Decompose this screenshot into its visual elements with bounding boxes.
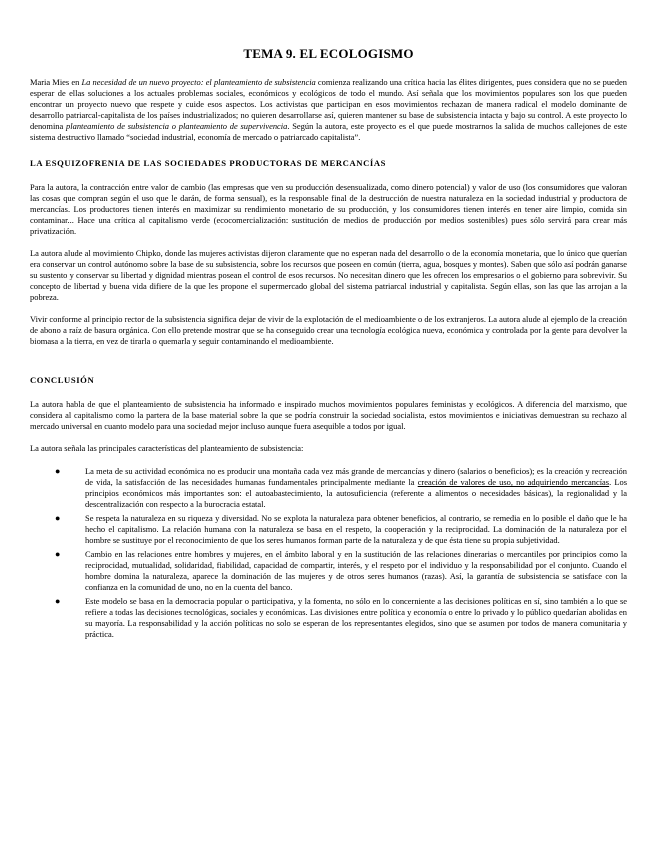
list-item-text: . Los principios económicos más importantes son: el autoabastecimiento, la autosuficiencia (referente a alimentos o necesidades básicas), la regionalidad y la descentralización con respecto a la burocracia estatal. (85, 477, 627, 509)
section-heading-esquizofrenia: LA ESQUIZOFRENIA DE LAS SOCIEDADES PRODUCTORAS DE MERCANCÍAS (30, 158, 387, 168)
section-heading-conclusion: CONCLUSIÓN (30, 375, 95, 385)
bullet-icon: ● (55, 596, 61, 606)
paragraph-subsistencia: Vivir conforme al principio rector de la subsistencia significa dejar de vivir de la explotación de el medioambiente o de los extranjeros. La autora alude al ejemplo de la creación de abono a raíz de basura orgánica. Con ello pretende mostrar que se ha conseguido crear una tecnología ecológica nueva, económica y controlada por la gente para devolver la biomasa a la tierra, en vez de tirarla o quemarla y seguir contaminando el medioambiente. (30, 314, 627, 346)
intro-text-1: Maria Mies en (30, 77, 82, 87)
bullet-icon: ● (55, 549, 61, 559)
paragraph-characteristics-intro: La autora señala las principales características del planteamiento de subsistencia: (30, 443, 304, 453)
underlined-phrase: creación de valores de uso, no adquiriendo mercancías (417, 477, 610, 487)
intro-text-2: comienza realizando una crítica hacia las élites dirigentes, pues considera que no se pueden esperar de ellas soluciones a los actuales problemas sociales, económicos y ecológicos de todo el mundo. Así señala que los movimientos populares son los que pueden encontrar un proyecto nuevo que respete y cuide esos aspectos. Los activistas que participan en esos movimientos rechazan de manera radical el modelo dominante de desarrollo patriarcal-capitalista de los países industrializados; no quieren desarrollarse así, quieren mantener su base de subsistencia intacta y bajo su control. A este proyecto lo denomina (30, 77, 627, 131)
characteristics-list (30, 466, 627, 640)
list-item (55, 596, 627, 640)
bullet-icon: ● (55, 513, 61, 523)
paragraph-chipko: La autora alude al movimiento Chipko, donde las mujeres activistas dijeron claramente que no esperan nada del desarrollo o de la economía monetaria, que lo único que querían era conservar un control autónomo sobre la base de su subsistencia, sobre los recursos que poseen en común (tierra, agua, bosques y montes). Saben que sólo así podrán ganarse su sustento y conservar su libertad y dignidad mientras posean el control de esos recursos. No necesitan dinero que les ofrecen los empresarios o el gobierno para sobrevivir. Su concepto de libertad y buena vida difiere de la que les propone el supermercado global del sistema patriarcal industrial y capitalista. Según ellas, son las que las arrojan a la pobreza. (30, 248, 627, 302)
intro-paragraph (30, 77, 627, 143)
paragraph-conclusion: La autora habla de que el planteamiento de subsistencia ha informado e inspirado muchos movimientos populares feministas y ecológicos. A diferencia del marxismo, que considera al capitalismo como la partera de la base material sobre la que se podría construir la sociedad socialista, estos movimientos e iniciativas demuestran su rechazo al mercado universal en cuanto modelo para una sociedad mejor incluso aunque fuera asequible a todos por igual. (30, 399, 627, 431)
list-item-text: Este modelo se basa en la democracia popular o participativa, y la fomenta, no sólo en lo concerniente a las decisiones políticas en sí, sino también a lo que se refiere a todas las decisiones tecnológicas, sociales y económicas. Las divisiones entre política y economía o entre lo privado y lo público quedarían abolidas en su mayoría. La responsabilidad y la acción políticas no solo se esperan de los representantes elegidos, sino que se asumen por todos de manera comunitaria y práctica. (85, 596, 627, 639)
page-title: TEMA 9. EL ECOLOGISMO (243, 46, 414, 61)
list-item-text: Cambio en las relaciones entre hombres y mujeres, en el ámbito laboral y en la sustitución de las relaciones dinerarias o mercantiles por principios como la reciprocidad, mutualidad, solidaridad, fiabilidad, capacidad de compartir, interés, y el respeto por el individuo y la responsabilidad por el conjunto. Cuando el hombre domina la naturaleza, aparece la dominación de las mujeres y de otros seres humanos (razas). Así, la garantía de subsistencia se satisface con la confianza en la comunidad de uno, no en la cuenta del banco. (85, 549, 627, 592)
list-item (55, 466, 627, 510)
list-item-text: Se respeta la naturaleza en su riqueza y diversidad. No se explota la naturaleza para obtener beneficios, al contrario, se remedia en lo posible el daño que le ha hecho el capitalismo. La relación humana con la naturaleza se basa en el respeto, la cooperación y la reciprocidad. La dominación de la naturaleza por el hombre se sustituye por el reconocimiento de que los seres humanos forman parte de la naturaleza y de que ésta tiene su propia subjetividad. (85, 513, 627, 545)
bullet-icon: ● (55, 466, 61, 476)
book-title: La necesidad de un nuevo proyecto: el planteamiento de subsistencia (81, 77, 316, 87)
list-item (55, 513, 627, 546)
list-item-text: La meta de su actividad económica no es producir una montaña cada vez más grande de mercancías y dinero (salarios o beneficios); es la creación y recreación de vida, la satisfacción de las necesidades humanas fundamentales principalmente mediante la (85, 466, 627, 487)
intro-text-3: . Según la autora, este proyecto es el que puede mostrarnos la salida de muchos callejones de este sistema destructivo llamado “sociedad industrial, economía de mercado o patriarcado capitalista”. (30, 121, 627, 142)
subsistence-term: planteamiento de subsistencia o planteamiento de supervivencia (66, 121, 288, 131)
paragraph-valor-cambio: Para la autora, la contracción entre valor de cambio (las empresas que ven su producción desensualizada, como dinero potencial) y valor de uso (los consumidores que valoran las cosas que compran según el uso que le darán, de forma sensual), es la responsable final de la destrucción de nuestra naturaleza en la sociedad industrial y productora de mercancías. Los productores tienen interés en maximizar su rendimiento monetario de su producción, y los consumidores tienen interés en tener aire limpio, comida sin contaminar... Hace una crítica al capitalismo verde (ecocomercialización: sustitución de medios de producción por medios sostenibles) pues sólo servirá para crear más privatización. (30, 182, 627, 236)
list-item (55, 549, 627, 593)
